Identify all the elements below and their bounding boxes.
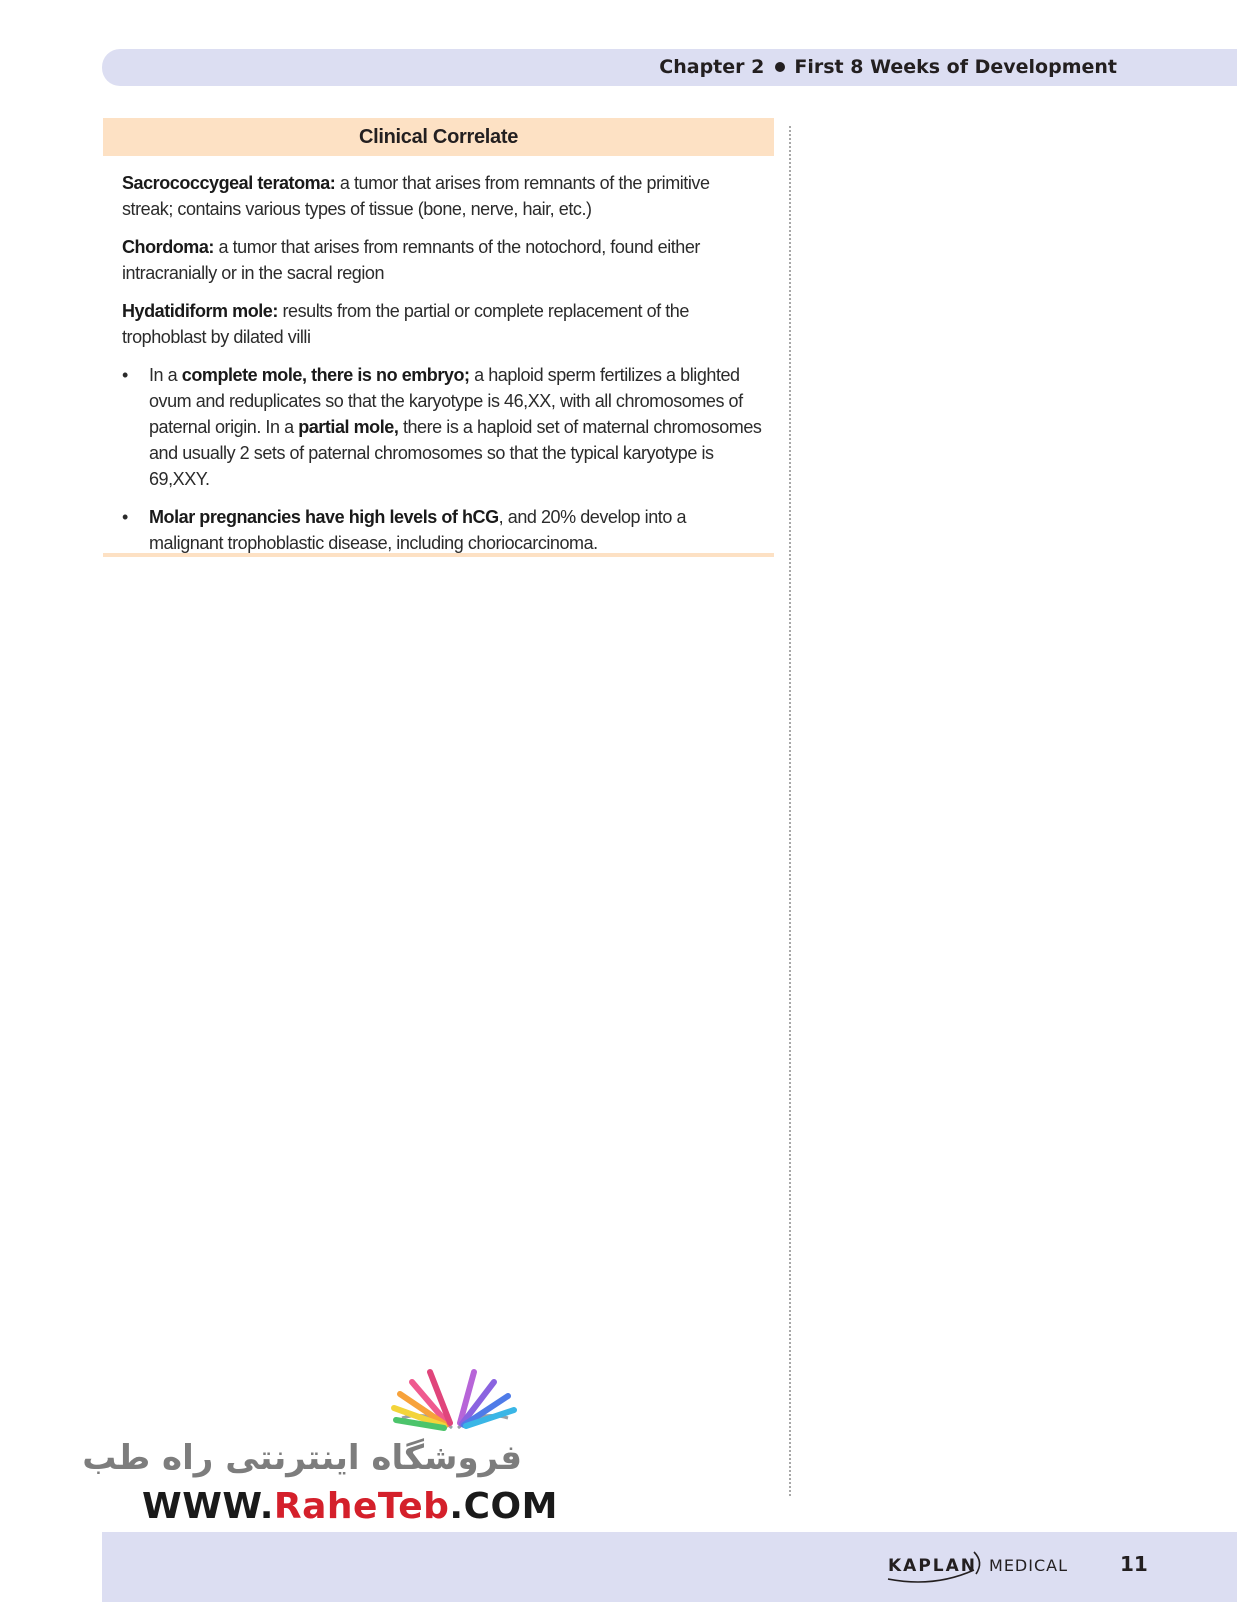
clinical-correlate-header xyxy=(103,118,774,156)
list-item-emphasis: partial mole, xyxy=(298,417,399,437)
chapter-title: First 8 Weeks of Development xyxy=(794,56,1117,78)
chapter-label: Chapter 2 xyxy=(659,56,765,78)
watermark-url-brand: RaheTeb xyxy=(273,1486,450,1527)
open-book-logo-icon xyxy=(390,1368,520,1436)
watermark-persian-text: فروشگاه اینترنتی راه طب xyxy=(82,1438,522,1478)
bullet-separator-icon xyxy=(775,62,785,72)
clinical-correlate-title: Clinical Correlate xyxy=(358,126,519,148)
entry-text: a tumor that arises from remnants of the primitive streak; contains various types of tissue (bone, nerve, hair, etc.) xyxy=(122,173,710,219)
clinical-correlate-body xyxy=(122,170,762,568)
rahe-teb-watermark xyxy=(82,1368,558,1528)
running-header xyxy=(102,49,1237,86)
entry-sacrococcygeal-teratoma xyxy=(122,170,762,222)
entry-term: Hydatidiform mole: xyxy=(122,301,278,321)
watermark-url-prefix: WWW. xyxy=(142,1486,274,1527)
list-item-text: , and 20% develop into a malignant trophoblastic disease, including choriocarcinoma. xyxy=(149,507,687,553)
margin-column-divider xyxy=(789,126,791,1496)
publisher-imprint: MEDICAL xyxy=(989,1556,1068,1575)
bullet-icon: • xyxy=(122,507,128,527)
page-footer xyxy=(102,1532,1237,1602)
running-header-text xyxy=(659,49,1117,86)
mole-bullet-list xyxy=(122,362,762,556)
entry-term: Sacrococcygeal teratoma: xyxy=(122,173,336,193)
list-item-emphasis: Molar pregnancies have high levels of hCG xyxy=(149,507,499,527)
watermark-url xyxy=(142,1486,558,1527)
list-item-text: In a xyxy=(149,365,182,385)
entry-term: Chordoma: xyxy=(122,237,214,257)
entry-hydatidiform-mole xyxy=(122,298,762,350)
entry-text: results from the partial or complete replacement of the trophoblast by dilated villi xyxy=(122,301,689,347)
list-item-text: a haploid sperm fertilizes a blighted ovum and reduplicates so that the karyotype is 46,XX, with all chromosomes of paternal origin. In a xyxy=(149,365,743,437)
watermark-url-suffix: .COM xyxy=(449,1486,558,1527)
entry-text: a tumor that arises from remnants of the notochord, found either intracranially or in the sacral region xyxy=(122,237,700,283)
page-number: 11 xyxy=(1120,1552,1148,1576)
list-item-text: there is a haploid set of maternal chromosomes and usually 2 sets of paternal chromosomes so that the typical karyotype is 69,XXY. xyxy=(149,417,762,489)
entry-chordoma xyxy=(122,234,762,286)
list-item-complete-mole xyxy=(122,362,762,492)
kaplan-medical-logo xyxy=(888,1548,1068,1582)
bullet-icon: • xyxy=(122,365,128,385)
publisher-name: KAPLAN xyxy=(888,1556,978,1576)
list-item-molar-pregnancies xyxy=(122,504,762,556)
list-item-emphasis: complete mole, there is no embryo; xyxy=(181,365,470,385)
clinical-correlate-bottom-rule xyxy=(103,553,774,557)
